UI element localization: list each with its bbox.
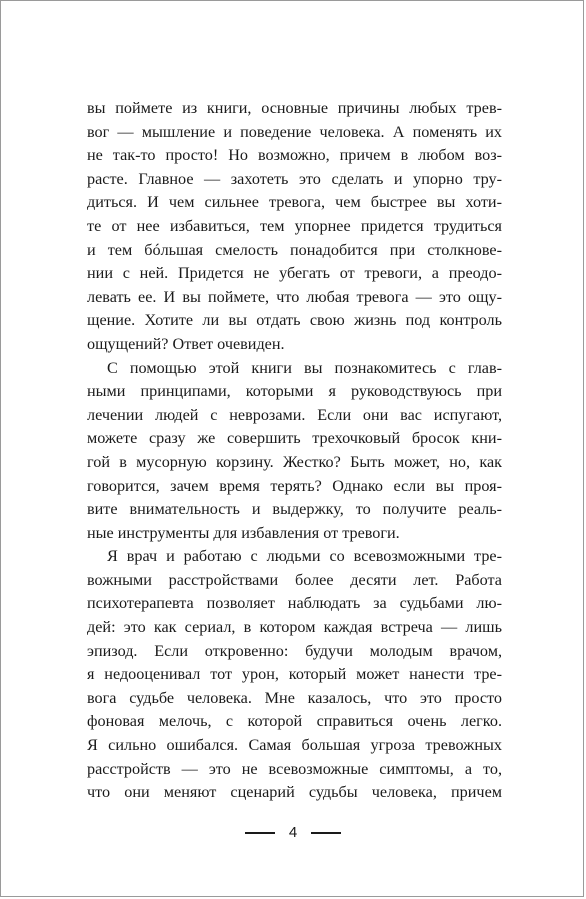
text-line: вите внимательность и выдержку, то получите реаль- [87,500,502,519]
text-line: щение. Хотите ли вы отдать свою жизнь под контроль [87,311,502,330]
page-footer [1,821,585,845]
text-line: лечении людей с неврозами. Если они вас испугают, [87,405,502,424]
text-line: диться. И чем сильнее тревога, чем быстрее вы хоти- [87,193,502,212]
text-line: расте. Главное — захотеть это сделать и упорно тру- [87,169,502,188]
text-line: С помощью этой книги вы познакомитесь с глав- [107,358,502,377]
footer-dash-left [245,832,275,834]
page-number: 4 [288,824,298,841]
text-line: ные инструменты для избавления от тревоги. [87,523,400,542]
text-line: вога судьбе человека. Мне казалось, что это просто [87,688,502,707]
text-line: фоновая мелочь, с которой справиться очень легко. [87,712,502,731]
paragraph [87,97,502,357]
paragraph [87,545,502,805]
text-line: левать ее. И вы поймете, что любая тревога — это ощу- [87,287,502,306]
text-line: те от нее избавиться, тем упорнее придется трудиться [87,216,502,235]
text-line: вог — мышление и поведение человека. А поменять их [87,122,502,141]
text-line: Я врач и работаю с людьми со всевозможными тре- [107,547,502,566]
text-line: Я сильно ошибался. Самая большая угроза тревожных [87,736,502,755]
text-line: не так-то просто! Но возможно, причем в любом воз- [87,146,502,165]
text-line: эпизод. Если откровенно: будучи молодым врачом, [87,641,502,660]
text-line: вожными расстройствами более десяти лет. Работа [87,570,502,589]
text-line: что они меняют сценарий судьбы человека, причем [87,783,502,802]
text-line: ными принципами, которыми я руководствуюсь при [87,382,502,401]
text-line: расстройств — это не всевозможные симптомы, а то, [87,759,502,778]
text-line: можете сразу же совершить трехочковый бросок кни- [87,429,502,448]
text-line: нии с ней. Придется не убегать от тревоги, а преодо- [87,264,502,283]
text-line: психотерапевта позволяет наблюдать за судьбами лю- [87,594,502,613]
text-line: гой в мусорную корзину. Жестко? Быть может, но, как [87,452,502,471]
footer-dash-right [311,832,341,834]
text-line: говорится, зачем время терять? Однако если вы проя- [87,476,502,495]
text-line: ощущений? Ответ очевиден. [87,334,285,353]
text-line: дей: это как сериал, в котором каждая встреча — лишь [87,618,502,637]
body-text [87,97,502,805]
paragraph [87,357,502,546]
text-line: и тем бóльшая смелость понадобится при столкнове- [87,240,502,259]
text-line: вы поймете из книги, основные причины любых трев- [87,99,502,117]
text-line: я недооценивал тот урон, который может нанести тре- [87,665,502,684]
